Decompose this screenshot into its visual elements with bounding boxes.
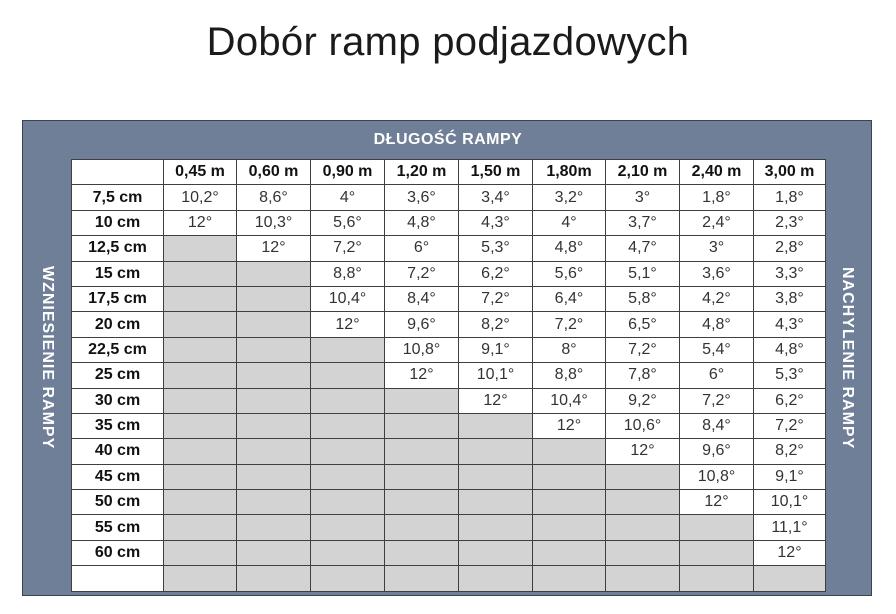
empty-cell — [311, 515, 385, 540]
angle-cell: 12° — [164, 210, 237, 235]
angle-cell: 7,2° — [680, 388, 754, 413]
column-header: 2,40 m — [680, 160, 754, 185]
row-header: 10 cm — [72, 210, 164, 235]
angle-cell: 11,1° — [754, 515, 826, 540]
angle-cell: 7,8° — [606, 363, 680, 388]
empty-cell — [237, 439, 311, 464]
angle-cell: 2,3° — [754, 210, 826, 235]
angle-cell: 10,1° — [754, 490, 826, 515]
empty-cell — [533, 464, 606, 489]
empty-cell — [237, 261, 311, 286]
angle-cell: 3,4° — [459, 185, 533, 210]
angle-cell: 10,1° — [459, 363, 533, 388]
row-header: 7,5 cm — [72, 185, 164, 210]
table-row — [72, 286, 826, 311]
empty-cell — [385, 515, 459, 540]
row-header: 30 cm — [72, 388, 164, 413]
empty-cell — [164, 490, 237, 515]
angle-cell: 10,8° — [680, 464, 754, 489]
empty-cell — [311, 439, 385, 464]
row-header: 20 cm — [72, 312, 164, 337]
angle-cell: 2,4° — [680, 210, 754, 235]
right-axis-band — [823, 121, 871, 595]
table-row — [72, 515, 826, 540]
angle-cell: 1,8° — [680, 185, 754, 210]
empty-cell — [237, 566, 311, 591]
empty-cell — [680, 515, 754, 540]
angle-cell: 7,2° — [606, 337, 680, 362]
row-header: 25 cm — [72, 363, 164, 388]
angle-cell: 4,3° — [754, 312, 826, 337]
column-header: 1,80m — [533, 160, 606, 185]
row-header: 12,5 cm — [72, 236, 164, 261]
angle-cell: 10,3° — [237, 210, 311, 235]
angle-cell: 8,4° — [680, 413, 754, 438]
angle-cell: 9,1° — [459, 337, 533, 362]
empty-cell — [164, 515, 237, 540]
empty-cell — [164, 236, 237, 261]
empty-cell — [680, 566, 754, 591]
empty-cell — [533, 515, 606, 540]
column-header: 3,00 m — [754, 160, 826, 185]
empty-cell — [164, 337, 237, 362]
angle-cell: 4,3° — [459, 210, 533, 235]
empty-cell — [311, 490, 385, 515]
angle-cell: 5,3° — [754, 363, 826, 388]
angle-cell: 4,8° — [754, 337, 826, 362]
empty-cell — [164, 261, 237, 286]
empty-cell — [459, 515, 533, 540]
empty-cell — [385, 388, 459, 413]
angle-cell: 4,8° — [680, 312, 754, 337]
angle-cell: 6,2° — [459, 261, 533, 286]
angle-cell: 4,8° — [533, 236, 606, 261]
empty-cell — [533, 566, 606, 591]
angle-cell: 12° — [459, 388, 533, 413]
corner-cell — [72, 160, 164, 185]
angle-cell: 3° — [606, 185, 680, 210]
column-header: 0,45 m — [164, 160, 237, 185]
empty-cell — [385, 439, 459, 464]
angle-cell: 12° — [311, 312, 385, 337]
angle-cell: 12° — [237, 236, 311, 261]
column-header: 2,10 m — [606, 160, 680, 185]
table-row — [72, 439, 826, 464]
empty-cell — [385, 490, 459, 515]
empty-cell — [311, 337, 385, 362]
empty-cell — [311, 464, 385, 489]
angle-cell: 12° — [680, 490, 754, 515]
table-row — [72, 540, 826, 565]
angle-cell: 9,6° — [680, 439, 754, 464]
angle-cell: 8,4° — [385, 286, 459, 311]
angle-cell: 12° — [385, 363, 459, 388]
empty-cell — [311, 540, 385, 565]
row-header: 17,5 cm — [72, 286, 164, 311]
angle-cell: 4° — [311, 185, 385, 210]
angle-cell: 4° — [533, 210, 606, 235]
row-header: 55 cm — [72, 515, 164, 540]
empty-cell — [164, 566, 237, 591]
empty-cell — [311, 388, 385, 413]
angle-cell: 7,2° — [754, 413, 826, 438]
empty-cell — [237, 413, 311, 438]
empty-cell — [459, 413, 533, 438]
angle-cell: 8,8° — [311, 261, 385, 286]
empty-cell — [385, 413, 459, 438]
angle-cell: 6° — [680, 363, 754, 388]
row-header: 35 cm — [72, 413, 164, 438]
empty-cell — [606, 464, 680, 489]
empty-cell — [237, 312, 311, 337]
empty-cell — [459, 439, 533, 464]
empty-cell — [237, 540, 311, 565]
angle-cell: 10,8° — [385, 337, 459, 362]
angle-cell: 10,2° — [164, 185, 237, 210]
angle-cell: 9,6° — [385, 312, 459, 337]
empty-cell — [164, 413, 237, 438]
empty-cell — [459, 566, 533, 591]
empty-cell — [311, 413, 385, 438]
table-row — [72, 413, 826, 438]
empty-cell — [533, 540, 606, 565]
angle-cell: 7,2° — [385, 261, 459, 286]
empty-cell — [754, 566, 826, 591]
angle-cell: 10,4° — [533, 388, 606, 413]
column-header: 0,60 m — [237, 160, 311, 185]
empty-cell — [237, 464, 311, 489]
angle-cell: 6° — [385, 236, 459, 261]
row-header: 60 cm — [72, 540, 164, 565]
angle-cell: 7,2° — [533, 312, 606, 337]
empty-cell — [606, 515, 680, 540]
angle-cell: 3,6° — [680, 261, 754, 286]
empty-cell — [164, 540, 237, 565]
angle-cell: 9,1° — [754, 464, 826, 489]
table-row — [72, 566, 826, 591]
row-header: 40 cm — [72, 439, 164, 464]
angle-cell: 5,6° — [533, 261, 606, 286]
empty-cell — [237, 286, 311, 311]
angle-cell: 10,4° — [311, 286, 385, 311]
angle-cell: 12° — [606, 439, 680, 464]
ramp-table — [71, 159, 826, 592]
empty-cell — [311, 363, 385, 388]
empty-cell — [680, 540, 754, 565]
empty-cell — [237, 490, 311, 515]
column-header: 1,50 m — [459, 160, 533, 185]
table-row — [72, 363, 826, 388]
angle-cell: 4,8° — [385, 210, 459, 235]
table-row — [72, 388, 826, 413]
angle-cell: 5,4° — [680, 337, 754, 362]
right-axis-label: NACHYLENIE RAMPY — [839, 266, 856, 450]
angle-cell: 4,2° — [680, 286, 754, 311]
column-header: 1,20 m — [385, 160, 459, 185]
angle-cell: 6,5° — [606, 312, 680, 337]
angle-cell: 8° — [533, 337, 606, 362]
angle-cell: 5,6° — [311, 210, 385, 235]
empty-cell — [533, 490, 606, 515]
angle-cell: 12° — [533, 413, 606, 438]
table-row — [72, 464, 826, 489]
table-row — [72, 490, 826, 515]
angle-cell: 5,3° — [459, 236, 533, 261]
angle-cell: 8,6° — [237, 185, 311, 210]
empty-cell — [459, 490, 533, 515]
empty-cell — [164, 439, 237, 464]
angle-cell: 6,2° — [754, 388, 826, 413]
header-band: DŁUGOŚĆ RAMPY — [373, 131, 523, 148]
table-header-row — [72, 160, 826, 185]
row-header: 50 cm — [72, 490, 164, 515]
empty-cell — [385, 464, 459, 489]
angle-cell: 7,2° — [311, 236, 385, 261]
angle-cell: 5,1° — [606, 261, 680, 286]
ramp-table-frame — [22, 120, 872, 596]
angle-cell: 7,2° — [459, 286, 533, 311]
left-axis-band — [23, 121, 71, 595]
row-header: 15 cm — [72, 261, 164, 286]
angle-cell: 3,3° — [754, 261, 826, 286]
angle-cell: 12° — [754, 540, 826, 565]
empty-cell — [459, 540, 533, 565]
angle-cell: 9,2° — [606, 388, 680, 413]
angle-cell: 2,8° — [754, 236, 826, 261]
column-header: 0,90 m — [311, 160, 385, 185]
empty-cell — [237, 515, 311, 540]
row-header — [72, 566, 164, 591]
angle-cell: 6,4° — [533, 286, 606, 311]
angle-cell: 3,2° — [533, 185, 606, 210]
table-row — [72, 337, 826, 362]
empty-cell — [237, 388, 311, 413]
empty-cell — [385, 566, 459, 591]
empty-cell — [237, 363, 311, 388]
page-title: Dobór ramp podjazdowych — [206, 20, 690, 64]
row-header: 22,5 cm — [72, 337, 164, 362]
angle-cell: 4,7° — [606, 236, 680, 261]
row-header: 45 cm — [72, 464, 164, 489]
angle-cell: 3° — [680, 236, 754, 261]
empty-cell — [533, 439, 606, 464]
empty-cell — [606, 540, 680, 565]
table-row — [72, 312, 826, 337]
angle-cell: 5,8° — [606, 286, 680, 311]
empty-cell — [606, 566, 680, 591]
angle-cell: 3,6° — [385, 185, 459, 210]
empty-cell — [164, 388, 237, 413]
angle-cell: 8,2° — [459, 312, 533, 337]
empty-cell — [385, 540, 459, 565]
empty-cell — [164, 312, 237, 337]
empty-cell — [164, 286, 237, 311]
left-axis-label: WZNIESIENIE RAMPY — [39, 266, 56, 450]
table-row — [72, 236, 826, 261]
angle-cell: 1,8° — [754, 185, 826, 210]
angle-cell: 3,7° — [606, 210, 680, 235]
empty-cell — [606, 490, 680, 515]
angle-cell: 10,6° — [606, 413, 680, 438]
empty-cell — [311, 566, 385, 591]
empty-cell — [237, 337, 311, 362]
table-row — [72, 210, 826, 235]
angle-cell: 3,8° — [754, 286, 826, 311]
table-row — [72, 261, 826, 286]
table-row — [72, 185, 826, 210]
empty-cell — [164, 464, 237, 489]
angle-cell: 8,8° — [533, 363, 606, 388]
empty-cell — [459, 464, 533, 489]
empty-cell — [164, 363, 237, 388]
angle-cell: 8,2° — [754, 439, 826, 464]
